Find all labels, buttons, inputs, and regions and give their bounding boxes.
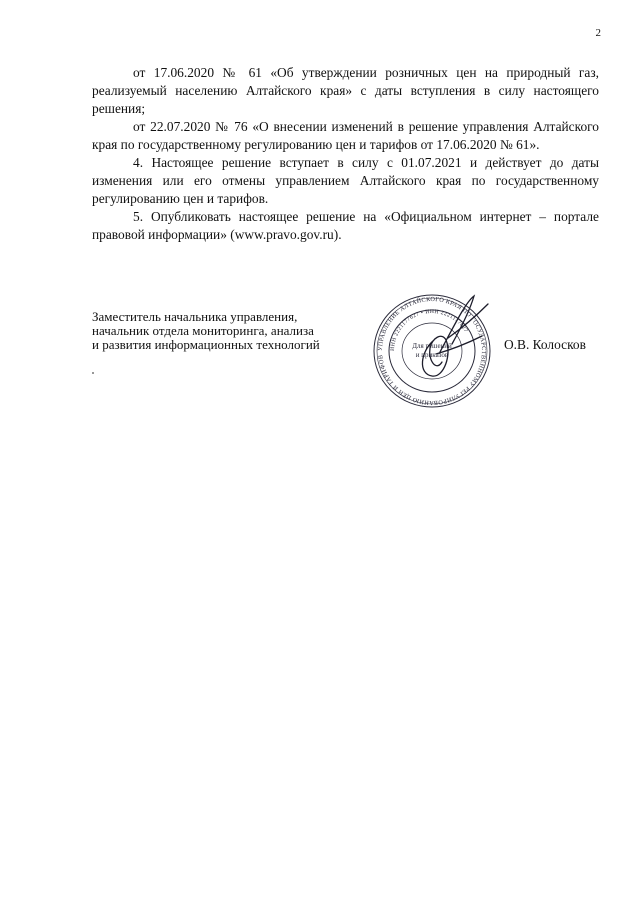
paragraph-effective-date: 4. Настоящее решение вступает в силу с 01.07.2021 и действует до даты изменения или его отмены управлением Алтайского края по государственному регулированию цен и тарифов. [92, 155, 599, 206]
paragraph-publication: 5. Опубликовать настоящее решение на «Официальном интернет – портале правовой информации» (www.pravo.gov.ru). [92, 209, 599, 242]
signer-position-line: Заместитель начальника управления, [92, 309, 298, 324]
paragraph-amendment-decision: от 22.07.2020 № 76 «О внесении изменений в решение управления Алтайского края по государственному регулированию цен и тарифов от 17.06.2020 № 61». [92, 119, 599, 152]
signer-name: О.В. Колосков [504, 337, 586, 352]
paragraph-price-decision: от 17.06.2020 № 61 «Об утверждении розничных цен на природный газ, реализуемый населению Алтайского края» с даты вступления в силу настоящего решения; [92, 65, 599, 116]
page-number: 2 [595, 27, 601, 39]
svg-text:и приказов: и приказов [415, 351, 449, 359]
signature-block [92, 295, 607, 410]
signer-position [92, 310, 382, 352]
signer-position-line: начальник отдела мониторинга, анализа [92, 323, 314, 338]
svg-text:ИНН 2221177627 • ИНН 222117762: ИНН 2221177627 • ИНН 2221177627 [389, 308, 469, 352]
scan-speck [92, 372, 94, 374]
signer-position-line: и развития информационных технологий [92, 337, 320, 352]
svg-text:Для решений: Для решений [412, 342, 452, 350]
document-body [92, 64, 599, 244]
official-seal-stamp [370, 292, 494, 410]
svg-text:УПРАВЛЕНИЕ АЛТАЙСКОГО КРАЯ ПО: УПРАВЛЕНИЕ АЛТАЙСКОГО КРАЯ ПО ГОСУДАРСТВЕННОМУ РЕГУЛИРОВАНИЮ ЦЕН И ТАРИФОВ [376, 295, 488, 407]
